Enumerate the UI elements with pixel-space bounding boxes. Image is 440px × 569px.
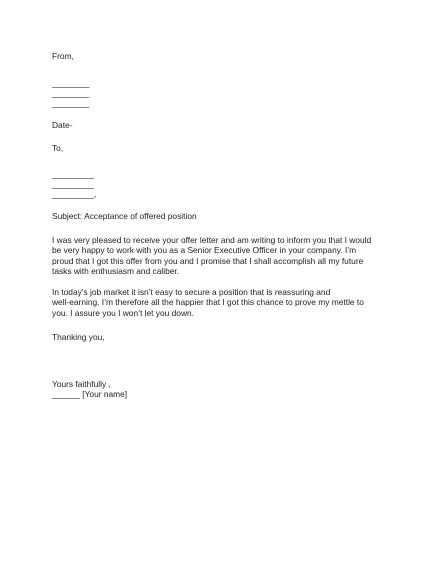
body-paragraph-1	[52, 235, 392, 277]
subject-line: Subject: Acceptance of offered position	[52, 211, 197, 221]
from-label: From,	[52, 51, 74, 61]
paragraph-1-line: tasks with enthusiasm and caliber.	[52, 266, 180, 277]
date-label: Date-	[52, 120, 73, 130]
paragraph-1-line: I was very pleased to receive your offer letter and am writing to inform you that I would	[52, 235, 372, 245]
signoff-line: Yours faithfully ,	[52, 379, 111, 389]
paragraph-2-line: In today’s job market it isn’t easy to secure a position that is reassuring and	[52, 287, 331, 297]
closing-line: Thanking you,	[52, 332, 105, 342]
from-blank-2: ________	[52, 88, 90, 98]
signature-line: ______ [Your name]	[52, 389, 128, 399]
from-blank-3: ________	[52, 98, 90, 108]
to-blank-3: _________,	[52, 189, 97, 199]
paragraph-1-line: be very happy to work with you as a Senior Executive Officer in your company. I’m	[52, 245, 357, 256]
to-blank-2: _________	[52, 179, 94, 189]
body-paragraph-2	[52, 287, 392, 318]
to-blank-1: _________	[52, 169, 94, 179]
from-blank-1: ________	[52, 78, 90, 88]
paragraph-1-line: proud that I got this offer from you and I promise that I shall accomplish all my future	[52, 255, 364, 266]
to-label: To,	[52, 143, 64, 153]
paragraph-2-line: you. I assure you I won’t let you down.	[52, 307, 194, 318]
paragraph-2-line: well-earning. I’m therefore all the happier that I got this chance to prove my mettle to	[52, 297, 364, 308]
